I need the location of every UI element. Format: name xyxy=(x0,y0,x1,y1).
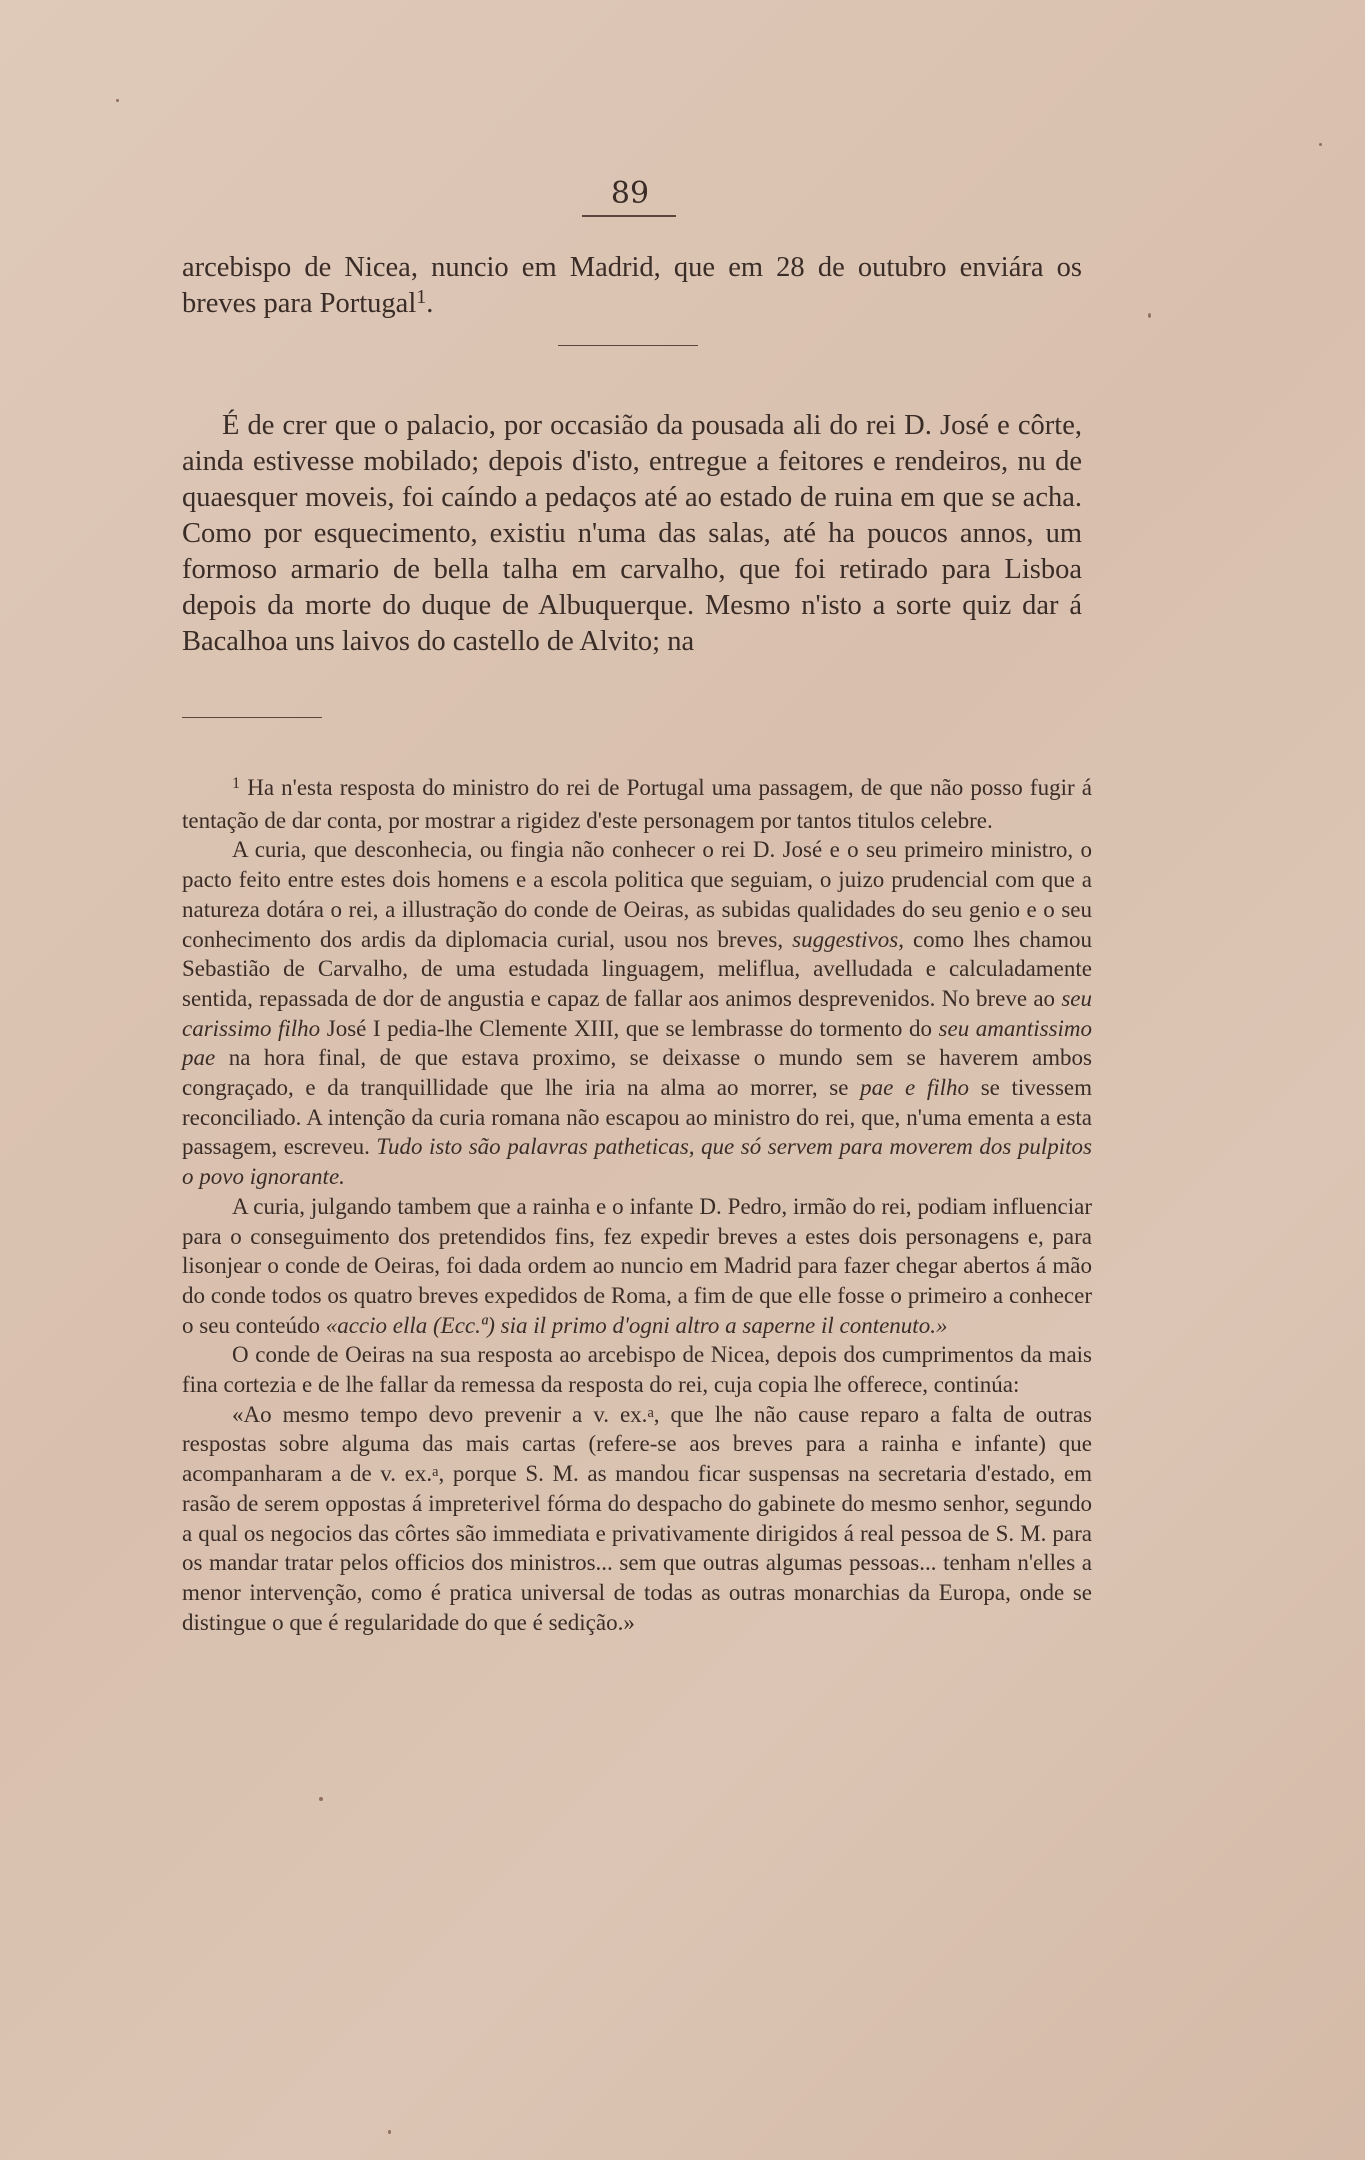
paper-speck xyxy=(319,1797,323,1801)
footnote-2 xyxy=(182,835,1092,1191)
page-number-rule xyxy=(582,215,676,217)
footnote-3-italic-quote: «accio ella (Ecc.ª) sia il primo d'ogni altro a saperne il contenuto.» xyxy=(325,1312,948,1338)
footnote-2-italic-amantissimo: seu amantissimo pae xyxy=(182,1015,1093,1071)
footnote-2-text-d: na hora final, de que estava proximo, se deixasse o mundo sem se haverem ambos congraçado, e da tranquillidade que lhe iria na alma ao morrer, se xyxy=(182,1045,1093,1101)
body-paragraph-continuation xyxy=(182,250,1082,324)
footnote-1-marker: 1 xyxy=(232,774,241,792)
footnote-2-italic-suggestivos: suggestivos xyxy=(792,926,899,952)
page-number: 89 xyxy=(610,176,650,211)
footnote-2-text-c: José I pedia-lhe Clemente XIII, que se lembrasse do tormento do xyxy=(326,1015,932,1041)
footnote-3-text: A curia, julgando tambem que a rainha e o infante D. Pedro, irmão do rei, podiam influenciar para o conseguimento dos pretendidos fins, fez expedir breves a estes dois personagens e, para lisonjear o conde de Oeiras, foi dada ordem ao nuncio em Madrid para fazer chegar abertos á mão do conde todos os quatro breves expedidos de Roma, a fim de que elle fosse o primeiro a conhecer o seu conteúdo xyxy=(182,1193,1092,1338)
footnote-2-italic-carissimo: seu carissimo filho xyxy=(182,985,1092,1041)
footnote-5-sup-1: a xyxy=(647,1404,654,1421)
footnote-1 xyxy=(182,773,1092,835)
footnote-5-sup-2: a xyxy=(432,1464,439,1481)
footnote-3 xyxy=(182,1192,1092,1341)
body-text-1: arcebispo de Nicea, nuncio em Madrid, que em 28 de outubro enviára os breves para Portugal xyxy=(182,252,1082,319)
paper-speck xyxy=(388,2130,391,2134)
footnote-5 xyxy=(182,1400,1092,1638)
footnote-5-text-c: , porque S. M. as mandou ficar suspensas na secretaria d'estado, em rasão de serem oppostas á impreterivel fórma do despacho do gabinete do mesmo senhor, segundo a qual os negocios das côrtes são immediata e privativamente dirigidos á real pessoa de S. M. para os mandar tratar pelos officios dos ministros... sem que outras algumas pessoas... tenham n'elles a menor intervenção, como é pratica universal de todas as outras monarchias da Europa, onde se distingue o que é regularidade do que é sedição.» xyxy=(182,1461,1092,1635)
footnote-2-text-e: se tivessem reconciliado. A intenção da curia romana não escapou ao ministro do rei, que, n'uma ementa a esta passagem, escreveu. xyxy=(182,1075,1093,1160)
footnote-1-text: Ha n'esta resposta do ministro do rei de Portugal uma passagem, de que não posso fugir á tentação de dar conta, por mostrar a rigidez d'este personagem por tantos titulos celebre. xyxy=(182,775,1093,833)
footnote-divider xyxy=(182,717,322,718)
footnotes xyxy=(182,773,1092,1637)
body-paragraph xyxy=(182,408,1082,660)
paper-speck xyxy=(1319,143,1322,146)
footnote-5-text-b: , que lhe não cause reparo a falta de outras respostas sobre alguma das mais cartas (refere-se aos breves para a rainha e infante) que acompanharam a de v. ex. xyxy=(182,1401,1093,1487)
footnote-2-text-a: A curia, que desconhecia, ou fingia não conhecer o rei D. José e o seu primeiro ministro, o pacto feito entre estes dois homens e a escola politica que seguiam, o juizo prudencial com que a natureza dotára o rei, a illustração do conde de Oeiras, as subidas qualidades do seu genio e o seu conhecimento dos ardis da diplomacia curial, usou nos breves, xyxy=(182,837,1092,952)
footnote-5-text-a: «Ao mesmo tempo devo prevenir a v. ex. xyxy=(232,1401,648,1427)
footnote-4: O conde de Oeiras na sua resposta ao arcebispo de Nicea, depois dos cumprimentos da mais fina cortezia e de lhe fallar da remessa da resposta do rei, cuja copia lhe offerece, continúa: xyxy=(182,1342,1092,1398)
footnote-2-italic-pae-filho: pae e filho xyxy=(860,1075,970,1101)
body-text-2: É de crer que o palacio, por occasião da pousada ali do rei D. José e côrte, ainda estivesse mobilado; depois d'isto, entregue a feitores e rendeiros, nu de quaesquer moveis, foi caíndo a pedaços até ao estado de ruina em que se acha. Como por esquecimento, existiu n'uma das salas, até ha poucos annos, um formoso armario de bella talha em carvalho, que foi retirado para Lisboa depois da morte do duque de Albuquerque. Mesmo n'isto a sorte quiz dar á Bacalhoa uns laivos do castello de Alvito; na xyxy=(182,410,1082,657)
paper-speck xyxy=(116,99,119,102)
footnote-marker: 1 xyxy=(416,286,427,309)
section-divider xyxy=(558,345,698,346)
paper-speck xyxy=(1148,313,1151,318)
footnote-2-italic-quote: Tudo isto são palavras patheticas, que só servem para moverem dos pulpitos o povo ignorante. xyxy=(182,1134,1092,1190)
body-text-1-end: . xyxy=(426,288,434,319)
footnote-2-text-b: , como lhes chamou Sebastião de Carvalho, de uma estudada linguagem, meliflua, avelludada e calculadamente sentida, repassada de dor de angustia e capaz de fallar aos animos desprevenidos. No breve ao xyxy=(182,926,1092,1011)
